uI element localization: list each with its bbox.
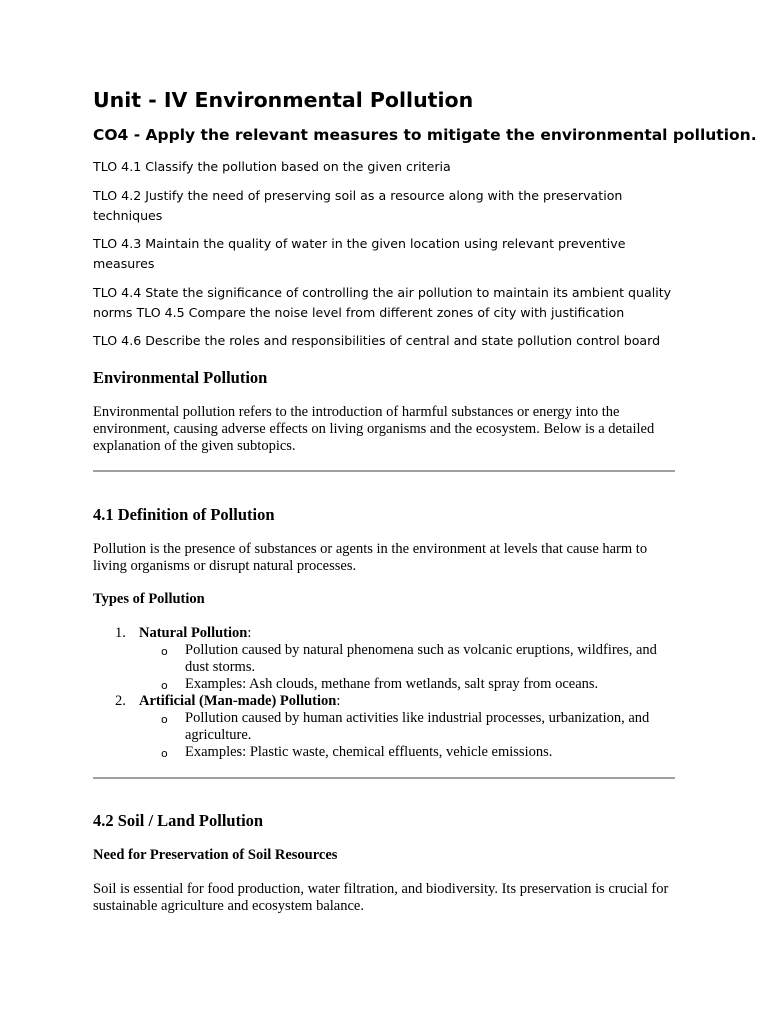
list-item [93, 642, 675, 676]
tlo-item: TLO 4.3 Maintain the quality of water in the given location using relevant preventive measures [93, 236, 626, 271]
tlo-item: TLO 4.4 State the significance of controlling the air pollution to maintain its ambient quality norms TLO 4.5 Compare the noise level from different zones of city with justification [93, 285, 672, 320]
hollow-bullet-icon: o [161, 747, 168, 760]
horizontal-divider [93, 470, 675, 472]
artificial-pollution-points [93, 710, 675, 761]
list-item-artificial-pollution [93, 693, 675, 710]
section-heading-soil-pollution: 4.2 Soil / Land Pollution [93, 811, 264, 830]
soil-preservation-subheading: Need for Preservation of Soil Resources [93, 847, 338, 863]
list-item-natural-pollution [93, 625, 675, 642]
definition-paragraph: Pollution is the presence of substances or agents in the environment at levels that cause harm to living organisms or disrupt natural processes. [93, 541, 648, 574]
section-heading-environmental-pollution: Environmental Pollution [93, 368, 268, 387]
list-item-term: Natural Pollution [139, 625, 248, 641]
tlo-item: TLO 4.6 Describe the roles and responsibilities of central and state pollution control board [93, 333, 661, 348]
list-item-text: Examples: Ash clouds, methane from wetlands, salt spray from oceans. [185, 676, 599, 692]
list-item-text: Examples: Plastic waste, chemical effluents, vehicle emissions. [185, 744, 553, 760]
course-outcome-title: CO4 - Apply the relevant measures to mitigate the environmental pollution. [93, 126, 757, 144]
list-item-colon: : [247, 625, 252, 641]
section-heading-definition: 4.1 Definition of Pollution [93, 505, 275, 524]
types-of-pollution-list [93, 625, 675, 761]
list-item-text: Pollution caused by natural phenomena such as volcanic eruptions, wildfires, and dust storms. [185, 642, 657, 675]
hollow-bullet-icon: o [161, 645, 168, 658]
horizontal-divider [93, 777, 675, 779]
hollow-bullet-icon: o [161, 713, 168, 726]
list-item [93, 710, 675, 744]
list-item [93, 676, 675, 693]
types-of-pollution-heading: Types of Pollution [93, 591, 205, 607]
soil-paragraph: Soil is essential for food production, water filtration, and biodiversity. Its preservation is crucial for sustainable agriculture and ecosystem balance. [93, 881, 669, 914]
unit-title: Unit - IV Environmental Pollution [93, 88, 474, 112]
list-item [93, 744, 675, 761]
natural-pollution-points [93, 642, 675, 693]
tlo-item: TLO 4.2 Justify the need of preserving soil as a resource along with the preservation techniques [93, 188, 623, 223]
list-item-term: Artificial (Man-made) Pollution [139, 693, 337, 709]
list-item-colon: : [336, 693, 341, 709]
environmental-pollution-paragraph: Environmental pollution refers to the introduction of harmful substances or energy into the environment, causing adverse effects on living organisms and the ecosystem. Below is a detailed explanation of the given subtopics. [93, 404, 655, 454]
tlo-item: TLO 4.1 Classify the pollution based on the given criteria [93, 159, 451, 174]
list-item-text: Pollution caused by human activities like industrial processes, urbanization, and agriculture. [185, 710, 650, 743]
list-number: 1. [115, 625, 126, 641]
list-number: 2. [115, 693, 126, 709]
hollow-bullet-icon: o [161, 679, 168, 692]
